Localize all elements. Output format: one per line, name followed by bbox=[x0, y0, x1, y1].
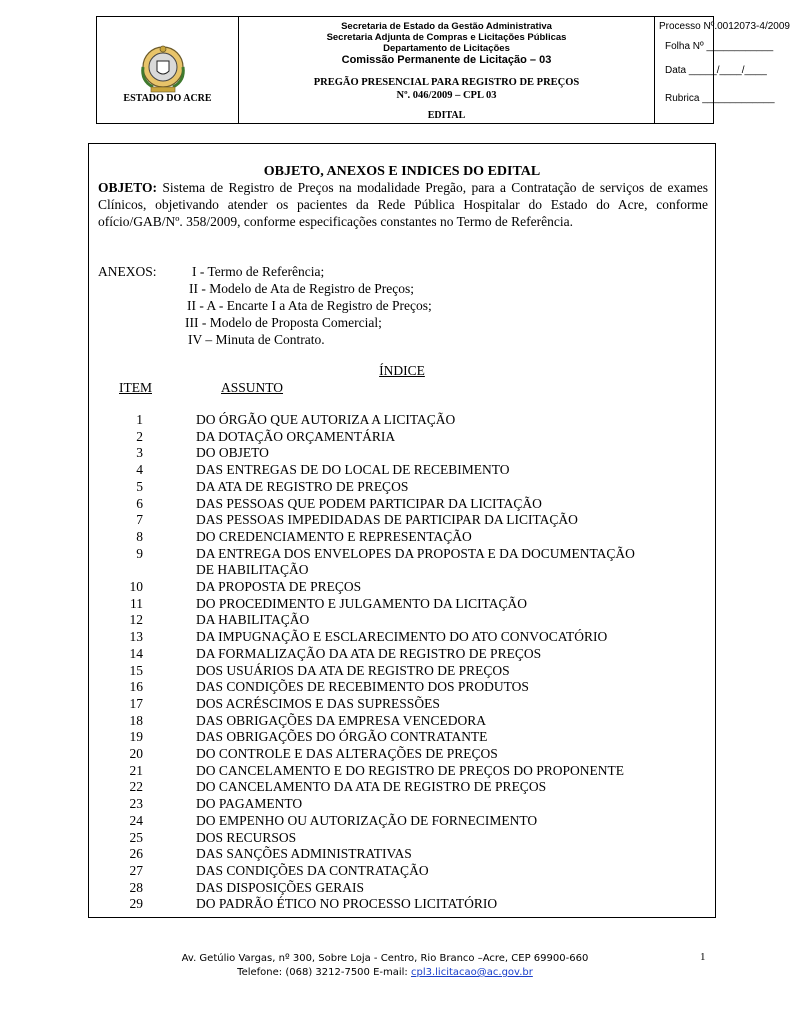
page-number: 1 bbox=[700, 951, 706, 963]
index-row bbox=[89, 679, 715, 696]
index-item-subject: DAS CONDIÇÕES DA CONTRATAÇÃO bbox=[196, 862, 429, 878]
index-item-number: 23 bbox=[129, 796, 143, 812]
index-item-subject: DO PROCEDIMENTO E JULGAMENTO DA LICITAÇÃO bbox=[196, 595, 528, 611]
footer-email-link[interactable]: cpl3.licitacao@ac.gov.br bbox=[410, 967, 533, 978]
index-row bbox=[89, 763, 715, 780]
index-item-number: 27 bbox=[129, 862, 143, 878]
header-table bbox=[96, 16, 790, 124]
anexos-label: ANEXOS: bbox=[98, 264, 157, 279]
index-item-subject: DO CREDENCIAMENTO E REPRESENTAÇÃO bbox=[196, 528, 472, 544]
footer-contact bbox=[0, 967, 770, 978]
index-row bbox=[89, 896, 715, 913]
anexo-item: II - Modelo de Ata de Registro de Preços; bbox=[189, 281, 414, 296]
section-title: OBJETO, ANEXOS E INDICES DO EDITAL bbox=[263, 164, 541, 179]
index-row bbox=[89, 412, 715, 429]
data-field: Data _____/____/____ bbox=[665, 65, 767, 76]
index-item-number: 16 bbox=[129, 679, 143, 695]
pregao-line: PREGÃO PRESENCIAL PARA REGISTRO DE PREÇOS bbox=[313, 77, 580, 88]
index-item-number: 14 bbox=[129, 645, 143, 661]
index-item-subject: DA IMPUGNAÇÃO E ESCLARECIMENTO DO ATO CONVOCATÓRIO bbox=[196, 629, 608, 645]
index-item-number: 8 bbox=[136, 528, 143, 544]
footer-address: Av. Getúlio Vargas, nº 300, Sobre Loja - Centro, Rio Branco –Acre, CEP 69900-660 bbox=[181, 953, 589, 964]
index-item-subject: DO PAGAMENTO bbox=[196, 796, 303, 812]
index-item-subject: DA DOTAÇÃO ORÇAMENTÁRIA bbox=[196, 428, 396, 444]
index-item-subject: DAS ENTREGAS DE DO LOCAL DE RECEBIMENTO bbox=[196, 462, 510, 478]
header-logo-cell bbox=[97, 17, 239, 123]
secretaria-line: Secretaria de Estado da Gestão Administrativa bbox=[341, 21, 552, 32]
index-item-number: 28 bbox=[129, 879, 143, 895]
indice-title: ÍNDICE bbox=[379, 363, 425, 378]
index-row bbox=[89, 646, 715, 663]
index-item-number: 7 bbox=[136, 512, 143, 528]
index-row bbox=[89, 579, 715, 596]
index-item-number: 5 bbox=[136, 478, 143, 494]
index-row bbox=[89, 562, 715, 579]
processo-number: Processo Nº.0012073-4/2009 bbox=[659, 21, 790, 32]
index-item-subject: DAS OBRIGAÇÕES DA EMPRESA VENCEDORA bbox=[196, 712, 487, 728]
index-item-subject: DO PADRÃO ÉTICO NO PROCESSO LICITATÓRIO bbox=[196, 896, 498, 912]
index-row bbox=[89, 445, 715, 462]
index-item-number: 6 bbox=[136, 495, 143, 511]
index-row bbox=[89, 880, 715, 897]
index-item-subject: DO EMPENHO OU AUTORIZAÇÃO DE FORNECIMENTO bbox=[196, 812, 538, 828]
index-item-subject: DA ENTREGA DOS ENVELOPES DA PROPOSTA E DA DOCUMENTAÇÃO bbox=[196, 545, 635, 561]
index-row bbox=[89, 696, 715, 713]
edital-content-box bbox=[88, 143, 716, 918]
numero-line: Nº. 046/2009 – CPL 03 bbox=[396, 90, 497, 101]
index-item-subject: DA FORMALIZAÇÃO DA ATA DE REGISTRO DE PREÇOS bbox=[196, 645, 542, 661]
index-item-number: 29 bbox=[129, 896, 143, 912]
index-item-number: 20 bbox=[129, 746, 143, 761]
comissao-line: Comissão Permanente de Licitação – 03 bbox=[341, 54, 552, 66]
coat-of-arms-seal-icon bbox=[137, 41, 189, 97]
index-row bbox=[89, 462, 715, 479]
index-item-subject: DAS OBRIGAÇÕES DO ÓRGÃO CONTRATANTE bbox=[196, 729, 488, 745]
index-item-number: 3 bbox=[136, 445, 143, 461]
anexo-item: IV – Minuta de Contrato. bbox=[188, 332, 325, 347]
objeto-text: Sistema de Registro de Preços na modalidade Pregão, para a Contratação de serviços de exames Clínicos, objetivando atender os pacientes da Rede Pública Hospitalar do Estado do Acre, conforme ofício/GAB/Nº. 358/2009, conforme especificações constantes no Termo de Referência. bbox=[98, 180, 708, 230]
index-item-number: 19 bbox=[129, 729, 143, 745]
index-row bbox=[89, 612, 715, 629]
index-item-number: 1 bbox=[136, 412, 143, 427]
index-row bbox=[89, 863, 715, 880]
index-item-number: 18 bbox=[129, 712, 143, 728]
index-item-number: 17 bbox=[129, 695, 143, 711]
header-center-cell bbox=[239, 17, 655, 123]
anexo-item: I - Termo de Referência; bbox=[192, 264, 325, 279]
index-item-number: 10 bbox=[129, 579, 143, 594]
index-item-number: 26 bbox=[129, 846, 143, 862]
index-row bbox=[89, 596, 715, 613]
state-name: ESTADO DO ACRE bbox=[123, 93, 212, 104]
header-process-cell bbox=[655, 17, 790, 123]
index-row bbox=[89, 496, 715, 513]
column-header-item: ITEM bbox=[119, 380, 152, 395]
index-row bbox=[89, 830, 715, 847]
index-item-subject: DOS ACRÉSCIMOS E DAS SUPRESSÕES bbox=[196, 695, 440, 711]
index-row bbox=[89, 779, 715, 796]
index-item-subject: DAS DISPOSIÇÕES GERAIS bbox=[196, 879, 365, 895]
anexo-item: II - A - Encarte I a Ata de Registro de Preços; bbox=[187, 298, 432, 313]
index-row bbox=[89, 629, 715, 646]
index-item-subject: DAS CONDIÇÕES DE RECEBIMENTO DOS PRODUTOS bbox=[196, 679, 529, 695]
index-row bbox=[89, 429, 715, 446]
index-item-subject: DO CANCELAMENTO E DO REGISTRO DE PREÇOS DO PROPONENTE bbox=[196, 762, 625, 778]
folha-field: Folha Nº ____________ bbox=[665, 41, 774, 52]
index-row bbox=[89, 746, 715, 763]
index-item-number: 13 bbox=[129, 629, 143, 645]
rubrica-field: Rubrica _____________ bbox=[665, 93, 775, 104]
index-item-subject: DA PROPOSTA DE PREÇOS bbox=[196, 579, 362, 594]
index-item-subject: DAS PESSOAS IMPEDIDADAS DE PARTICIPAR DA LICITAÇÃO bbox=[196, 512, 578, 528]
index-row bbox=[89, 846, 715, 863]
index-item-subject: DA HABILITAÇÃO bbox=[196, 612, 310, 628]
departamento-line: Departamento de Licitações bbox=[383, 43, 510, 54]
index-row bbox=[89, 479, 715, 496]
index-item-subject: DO OBJETO bbox=[196, 445, 269, 461]
index-item-subject: DAS PESSOAS QUE PODEM PARTICIPAR DA LICITAÇÃO bbox=[196, 495, 542, 511]
edital-line: EDITAL bbox=[427, 110, 466, 121]
index-item-subject: DO CANCELAMENTO DA ATA DE REGISTRO DE PREÇOS bbox=[196, 779, 547, 795]
objeto-paragraph bbox=[98, 179, 708, 231]
secretaria-adjunta-line: Secretaria Adjunta de Compras e Licitações Públicas bbox=[326, 32, 567, 43]
index-item-number: 4 bbox=[136, 462, 143, 478]
index-row bbox=[89, 546, 715, 563]
index-row bbox=[89, 512, 715, 529]
index-item-number: 11 bbox=[130, 595, 143, 611]
index-item-number: 12 bbox=[129, 612, 143, 628]
index-item-subject: DO ÓRGÃO QUE AUTORIZA A LICITAÇÃO bbox=[196, 412, 456, 427]
index-row bbox=[89, 813, 715, 830]
index-item-subject: DAS SANÇÕES ADMINISTRATIVAS bbox=[196, 846, 412, 862]
index-item-number: 25 bbox=[129, 829, 143, 845]
footer-phone: Telefone: (068) 3212-7500 E-mail: bbox=[237, 967, 411, 978]
index-item-number: 15 bbox=[129, 662, 143, 678]
index-item-subject: DA ATA DE REGISTRO DE PREÇOS bbox=[196, 478, 409, 494]
anexo-item: III - Modelo de Proposta Comercial; bbox=[185, 315, 382, 330]
index-row bbox=[89, 529, 715, 546]
index-item-subject: DOS RECURSOS bbox=[196, 829, 297, 845]
objeto-label: OBJETO: bbox=[98, 180, 158, 195]
index-row bbox=[89, 729, 715, 746]
index-row bbox=[89, 796, 715, 813]
index-item-subject: DE HABILITAÇÃO bbox=[196, 562, 309, 578]
index-item-number: 2 bbox=[136, 428, 143, 444]
index-item-subject: DOS USUÁRIOS DA ATA DE REGISTRO DE PREÇOS bbox=[196, 662, 510, 678]
index-item-subject: DO CONTROLE E DAS ALTERAÇÕES DE PREÇOS bbox=[196, 746, 498, 761]
index-item-number: 21 bbox=[129, 762, 143, 778]
index-item-number: 24 bbox=[129, 812, 143, 828]
index-row bbox=[89, 713, 715, 730]
index-row bbox=[89, 663, 715, 680]
column-header-assunto: ASSUNTO bbox=[221, 380, 284, 395]
index-item-number: 9 bbox=[136, 545, 143, 561]
index-item-number: 22 bbox=[129, 779, 143, 795]
